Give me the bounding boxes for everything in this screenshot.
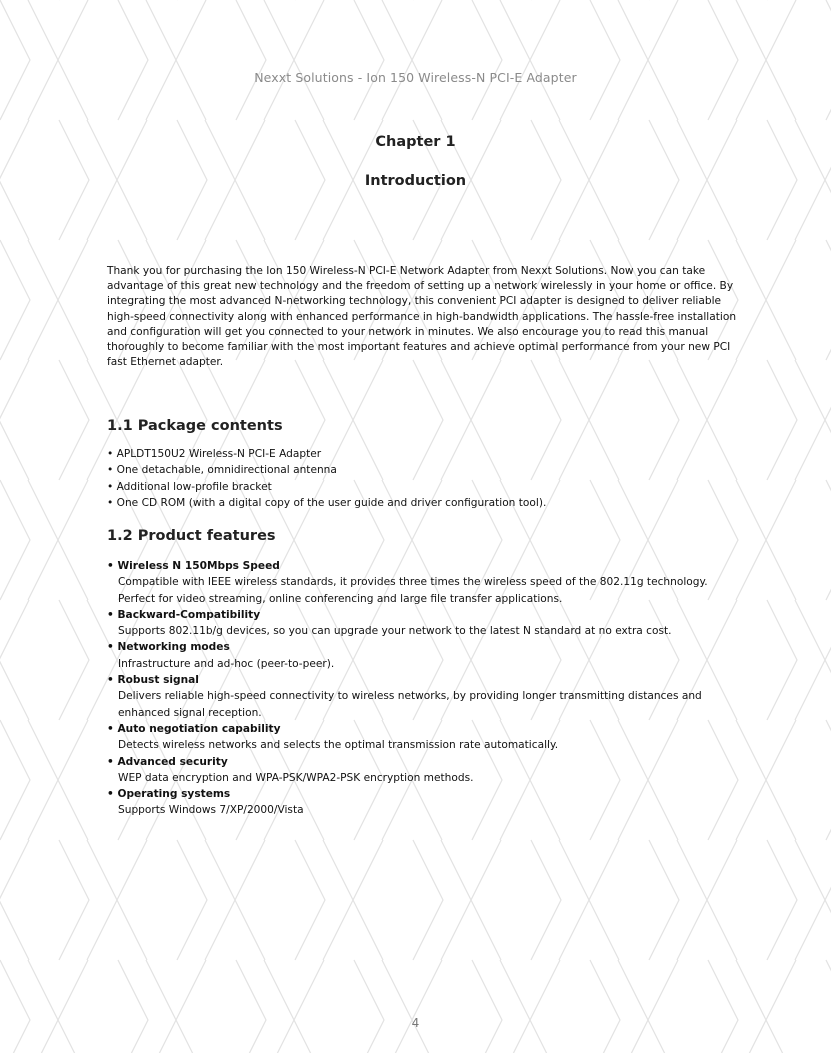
feature-title: • Auto negotiation capability: [107, 721, 737, 737]
product-features-list: [107, 558, 737, 819]
feature-title: • Advanced security: [107, 754, 737, 770]
feature-description: Supports Windows 7/XP/2000/Vista: [118, 804, 304, 817]
feature-title: • Robust signal: [107, 672, 737, 688]
feature-item: [107, 558, 737, 607]
feature-item: [107, 607, 737, 640]
feature-item: [107, 721, 737, 754]
feature-description: Detects wireless networks and selects the optimal transmission rate automatically.: [118, 739, 559, 752]
list-item: • One CD ROM (with a digital copy of the user guide and driver configuration tool).: [107, 495, 737, 511]
feature-description: Supports 802.11b/g devices, so you can upgrade your network to the latest N standard at no extra cost.: [118, 625, 672, 638]
feature-title: • Operating systems: [107, 786, 737, 802]
list-item: • One detachable, omnidirectional antenna: [107, 462, 737, 478]
feature-description: WEP data encryption and WPA-PSK/WPA2-PSK encryption methods.: [118, 771, 474, 784]
feature-description: Infrastructure and ad-hoc (peer-to-peer).: [118, 657, 335, 670]
feature-item: [107, 786, 737, 819]
chapter-label: Chapter 1: [375, 134, 456, 150]
running-header: Nexxt Solutions - Ion 150 Wireless-N PCI-E Adapter: [254, 70, 577, 85]
feature-title: • Backward-Compatibility: [107, 607, 737, 623]
feature-description: Compatible with IEEE wireless standards, it provides three times the wireless speed of the 802.11g technology. Perfect for video streaming, online conferencing and large file transfer applications.: [118, 576, 708, 605]
intro-paragraph: Thank you for purchasing the Ion 150 Wireless-N PCI-E Network Adapter from Nexxt Solutions. Now you can take advantage of this great new technology and the freedom of setting up a network wirelessly in your home or office. By integrating the most advanced N-networking technology, this convenient PCI adapter is designed to deliver reliable high-speed connectivity along with enhanced performance in high-bandwidth applications. The hassle-free installation and configuration will get you connected to your network in minutes. We also encourage you to read this manual thoroughly to become familiar with the most important features and achieve optimal performance from your new PCI fast Ethernet adapter.: [107, 265, 737, 369]
page-number: 4: [411, 1016, 420, 1030]
chapter-title: Introduction: [364, 173, 467, 189]
list-item: • Additional low-profile bracket: [107, 479, 737, 495]
product-features-heading: 1.2 Product features: [107, 528, 276, 544]
feature-item: [107, 672, 737, 721]
list-item: • APLDT150U2 Wireless-N PCI-E Adapter: [107, 446, 737, 462]
feature-description: Delivers reliable high-speed connectivity to wireless networks, by providing longer transmitting distances and enhanced signal reception.: [118, 690, 702, 719]
feature-title: • Wireless N 150Mbps Speed: [107, 558, 737, 574]
feature-item: [107, 754, 737, 787]
package-contents-heading: 1.1 Package contents: [107, 418, 283, 434]
package-contents-list: [107, 446, 737, 511]
feature-item: [107, 639, 737, 672]
feature-title: • Networking modes: [107, 639, 737, 655]
